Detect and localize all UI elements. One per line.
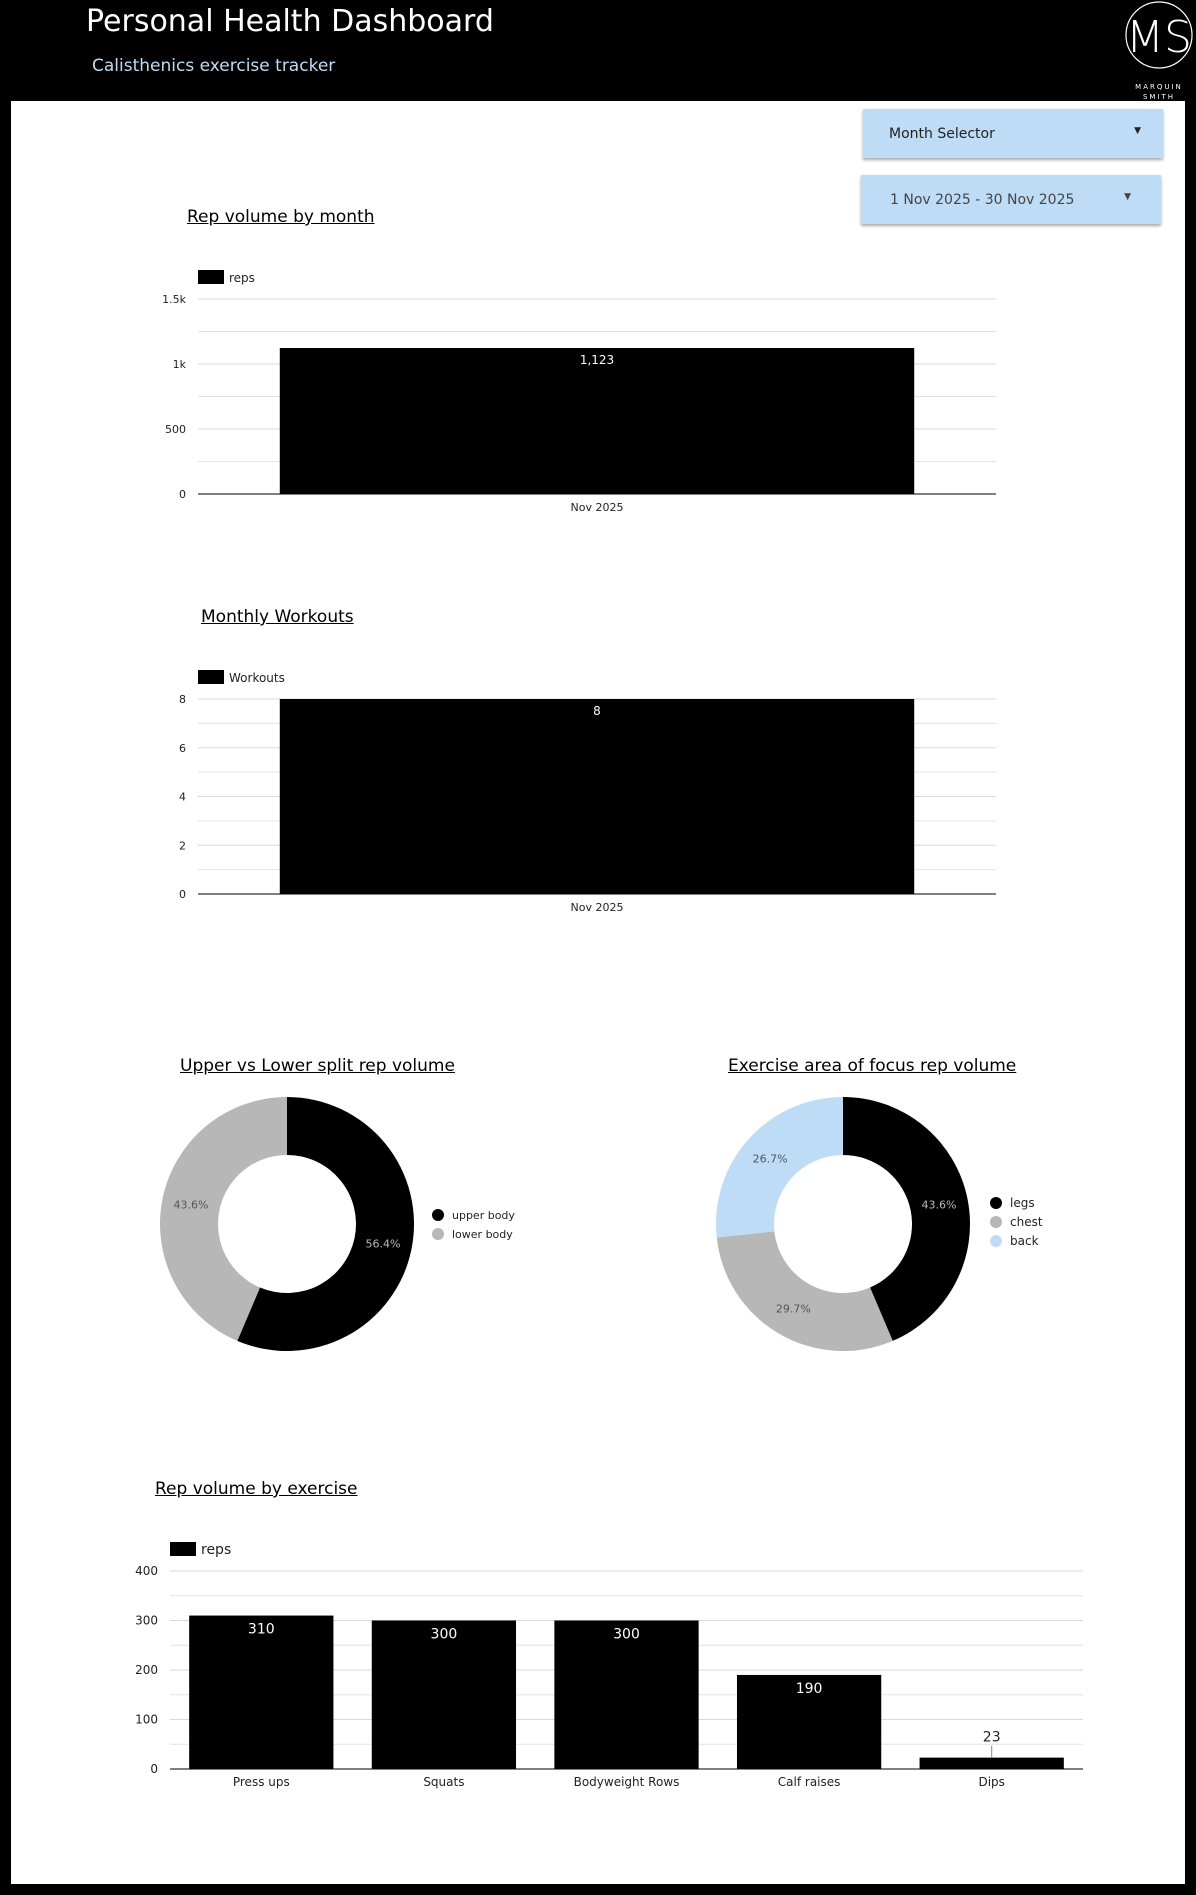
date-range-label: 1 Nov 2025 - 30 Nov 2025: [890, 192, 1075, 208]
date-range-dropdown[interactable]: [861, 175, 1161, 224]
caret-down-icon: ▼: [1134, 126, 1141, 136]
chart-title-monthly-workouts: Monthly Workouts: [201, 607, 354, 627]
brand-logo: [1118, 0, 1196, 102]
y-tick-label: 2: [179, 839, 186, 853]
slice-value-label: 43.6%: [173, 1198, 209, 1212]
chart-title-rep-volume-by-month: Rep volume by month: [187, 207, 375, 227]
logo-name-line1: MARQUIN: [1135, 83, 1183, 91]
y-tick-label: 500: [165, 423, 186, 436]
y-tick-label: 1k: [172, 358, 186, 371]
x-tick-label: Nov 2025: [570, 901, 624, 914]
legend-dot: [432, 1228, 444, 1240]
rep-volume-by-exercise-chart: [120, 1530, 1100, 1800]
x-tick-label: Calf raises: [777, 1775, 841, 1789]
legend-dot: [432, 1209, 444, 1221]
bar-data-label: 310: [247, 1621, 275, 1638]
y-tick-label: 0: [179, 488, 186, 501]
page-subtitle: Calisthenics exercise tracker: [92, 56, 336, 76]
logo-initials: MS: [1126, 12, 1192, 63]
y-tick-label: 8: [179, 693, 186, 706]
legend-swatch: [198, 270, 224, 284]
slice-value-label: 26.7%: [752, 1152, 788, 1166]
legend-label: back: [1010, 1234, 1039, 1248]
x-tick-label: Dips: [978, 1775, 1005, 1789]
y-tick-label: 300: [135, 1613, 158, 1628]
legend-dot: [990, 1235, 1002, 1247]
pie-slice: [717, 1231, 893, 1351]
bar-data-label: 23: [982, 1729, 1001, 1746]
legend-dot: [990, 1197, 1002, 1209]
month-selector-label: Month Selector: [889, 126, 995, 142]
y-tick-label: 0: [150, 1762, 158, 1776]
slice-value-label: 56.4%: [365, 1237, 401, 1251]
y-tick-label: 6: [179, 741, 186, 755]
legend-label: legs: [1010, 1196, 1035, 1210]
y-tick-label: 4: [179, 790, 186, 804]
legend-label: reps: [229, 271, 255, 285]
page-title: Personal Health Dashboard: [86, 4, 494, 39]
y-tick-label: 400: [135, 1564, 158, 1578]
legend-label: reps: [201, 1542, 232, 1558]
bar-data-label: 190: [795, 1680, 823, 1697]
bar: [372, 1621, 516, 1770]
legend-swatch: [170, 1542, 196, 1556]
legend-dot: [990, 1216, 1002, 1228]
slice-value-label: 43.6%: [921, 1198, 957, 1212]
x-tick-label: Nov 2025: [570, 501, 624, 514]
bar: [920, 1758, 1064, 1769]
upper-vs-lower-donut-chart: [150, 1085, 530, 1365]
legend-label: chest: [1010, 1215, 1043, 1229]
pie-slice: [716, 1097, 843, 1238]
area-of-focus-donut-chart: [700, 1085, 1080, 1365]
bar-data-label: 300: [613, 1626, 640, 1643]
legend-label: upper body: [452, 1209, 515, 1222]
bar: [280, 699, 914, 894]
y-tick-label: 1.5k: [162, 293, 186, 306]
bar: [280, 348, 914, 494]
bar: [554, 1621, 698, 1770]
y-tick-label: 200: [135, 1663, 158, 1677]
y-tick-label: 100: [135, 1712, 158, 1727]
x-tick-label: Squats: [423, 1775, 465, 1789]
x-tick-label: Bodyweight Rows: [573, 1775, 680, 1789]
chart-title-rep-volume-by-exercise: Rep volume by exercise: [155, 1479, 358, 1499]
legend-label: Workouts: [229, 671, 285, 685]
logo-name-line2: SMITH: [1142, 93, 1176, 101]
x-tick-label: Press ups: [232, 1775, 290, 1789]
chart-title-area-of-focus: Exercise area of focus rep volume: [728, 1056, 1017, 1076]
rep-volume-by-month-chart: [150, 260, 1010, 520]
bar: [189, 1616, 333, 1769]
bar-data-label: 1,123: [579, 353, 615, 368]
caret-down-icon: ▼: [1124, 192, 1131, 202]
y-tick-label: 0: [179, 888, 186, 901]
legend-label: lower body: [452, 1228, 513, 1241]
bar-data-label: 8: [593, 704, 601, 718]
legend-swatch: [198, 670, 224, 684]
bar-data-label: 300: [430, 1626, 458, 1643]
monthly-workouts-chart: [150, 660, 1010, 920]
month-selector-dropdown[interactable]: [863, 109, 1163, 158]
slice-value-label: 29.7%: [775, 1302, 811, 1316]
chart-title-upper-vs-lower: Upper vs Lower split rep volume: [180, 1056, 455, 1076]
